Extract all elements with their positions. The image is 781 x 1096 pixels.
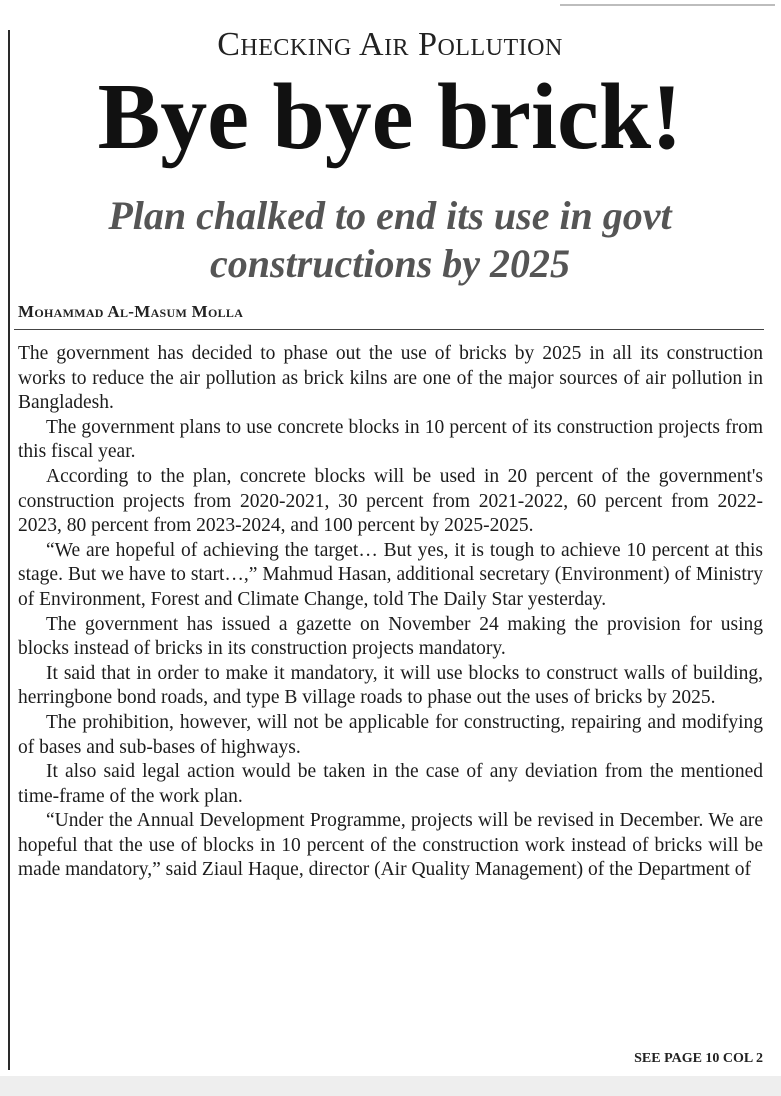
top-divider: [560, 4, 775, 6]
paragraph: “Under the Annual Development Programme, projects will be revised in December. We are hopeful that the use of blocks in 10 percent of the construction work instead of bricks will be made mandatory,” said Ziaul Haque, director (Air Quality Management) of the Department of: [18, 810, 763, 881]
paragraph: The government has decided to phase out the use of bricks by 2025 in all its construction works to reduce the air pollution as brick kilns are one of the major sources of air pollution in Bangladesh.: [18, 343, 763, 414]
paragraph: According to the plan, concrete blocks will be used in 20 percent of the government's construction projects from 2020-2021, 30 percent from 2021-2022, 60 percent from 2022-2023, 80 percent from 2023-2024, and 100 percent by 2025-2025.: [18, 465, 763, 537]
subheadline: Plan chalked to end its use in govt constructions by 2025: [108, 193, 672, 286]
article-body: [18, 342, 763, 883]
column-divider: [8, 30, 10, 1070]
paragraph: The government plans to use concrete blocks in 10 percent of its construction projects from this fiscal year.: [18, 416, 763, 463]
paragraph: The prohibition, however, will not be applicable for constructing, repairing and modifying of bases and sub-bases of highways.: [18, 711, 763, 758]
paragraph: It also said legal action would be taken in the case of any deviation from the mentioned time-frame of the work plan.: [18, 761, 763, 807]
kicker: Checking Air Pollution: [217, 26, 563, 63]
byline-divider: [14, 329, 764, 330]
paragraph: It said that in order to make it mandatory, it will use blocks to construct walls of building, herringbone bond roads, and type B village roads to phase out the uses of bricks by 2025.: [18, 662, 763, 709]
page-edge: [0, 1076, 781, 1096]
continuation-note: SEE PAGE 10 COL 2: [634, 1051, 763, 1066]
paragraph: “We are hopeful of achieving the target… But yes, it is tough to achieve 10 percent at this stage. But we have to start…,” Mahmud Hasan, additional secretary (Environment) of Ministry of Environment, Forest and Climate Change, told The Daily Star yesterday.: [18, 539, 763, 610]
paragraph: The government has issued a gazette on November 24 making the provision for using blocks instead of bricks in its construction projects mandatory.: [18, 613, 763, 660]
headline: Bye bye brick!: [97, 65, 683, 169]
byline: Mohammad Al-Masum Molla: [18, 302, 244, 321]
